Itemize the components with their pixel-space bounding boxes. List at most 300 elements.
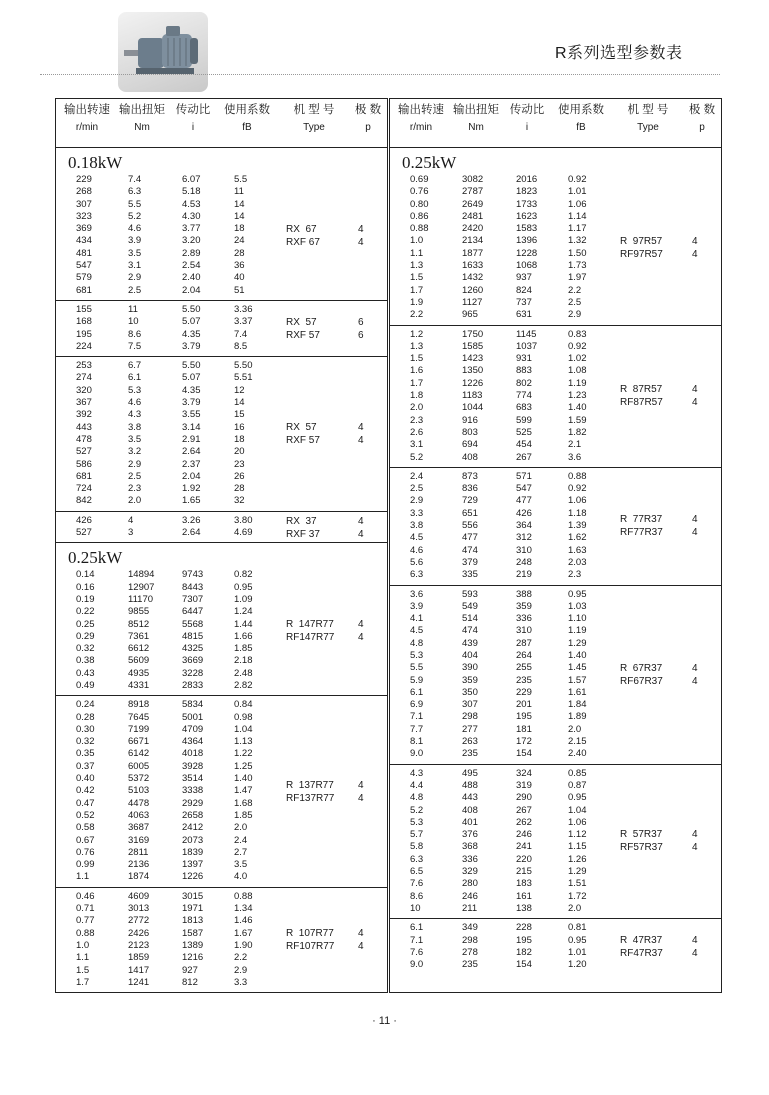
pole-value: 4 xyxy=(358,618,364,630)
table-row xyxy=(390,675,721,687)
torque-value: 278 xyxy=(462,946,478,958)
ratio-value: 1733 xyxy=(516,198,538,210)
ratio-value: 1.92 xyxy=(182,483,201,495)
ratio-value: 241 xyxy=(516,841,532,853)
torque-value: 729 xyxy=(462,495,478,507)
speed-value: 5.2 xyxy=(410,804,424,816)
torque-value: 3.5 xyxy=(128,247,142,259)
torque-value: 329 xyxy=(462,866,478,878)
service-factor-value: 0.81 xyxy=(568,922,587,934)
service-factor-value: 0.95 xyxy=(568,588,587,600)
speed-value: 8.6 xyxy=(410,890,424,902)
service-factor-value: 2.2 xyxy=(234,952,248,964)
speed-value: 323 xyxy=(76,210,92,222)
speed-value: 481 xyxy=(76,247,92,259)
model-group xyxy=(390,919,721,974)
torque-value: 1350 xyxy=(462,365,484,377)
torque-value: 1044 xyxy=(462,402,484,414)
speed-value: 1.0 xyxy=(76,939,90,951)
torque-value: 401 xyxy=(462,816,478,828)
ratio-value: 267 xyxy=(516,804,532,816)
service-factor-value: 1.61 xyxy=(568,686,587,698)
torque-value: 408 xyxy=(462,451,478,463)
ratio-value: 3669 xyxy=(182,655,204,667)
table-row xyxy=(56,822,387,834)
ratio-value: 1971 xyxy=(182,903,204,915)
service-factor-value: 0.98 xyxy=(234,711,253,723)
pole-value: 4 xyxy=(692,662,698,674)
torque-value: 4331 xyxy=(128,679,150,691)
speed-value: 1.5 xyxy=(410,353,424,365)
torque-value: 298 xyxy=(462,934,478,946)
speed-value: 5.8 xyxy=(410,841,424,853)
speed-value: 274 xyxy=(76,372,92,384)
table-row xyxy=(390,211,721,223)
ratio-value: 599 xyxy=(516,414,532,426)
ratio-value: 388 xyxy=(516,588,532,600)
pole-value: 4 xyxy=(358,940,364,952)
service-factor-value: 3.36 xyxy=(234,303,253,315)
speed-value: 5.3 xyxy=(410,649,424,661)
table-row xyxy=(56,409,387,421)
header-label-cn: 输出转速 xyxy=(398,104,444,116)
service-factor-value: 1.85 xyxy=(234,643,253,655)
speed-value: 1.1 xyxy=(410,247,424,259)
speed-value: 4.4 xyxy=(410,779,424,791)
table-row xyxy=(390,415,721,427)
model-type xyxy=(620,513,663,539)
service-factor-value: 1.06 xyxy=(568,495,587,507)
ratio-value: 812 xyxy=(182,976,198,988)
speed-value: 253 xyxy=(76,360,92,372)
ratio-value: 4.35 xyxy=(182,384,201,396)
service-factor-value: 1.19 xyxy=(568,625,587,637)
type-code: RXF 57 xyxy=(286,329,320,341)
table-row xyxy=(390,439,721,451)
torque-value: 5372 xyxy=(128,773,150,785)
torque-value: 1432 xyxy=(462,272,484,284)
service-factor-value: 1.40 xyxy=(568,649,587,661)
ratio-value: 1623 xyxy=(516,210,538,222)
header-label-en: p xyxy=(699,122,705,133)
speed-value: 0.58 xyxy=(76,822,95,834)
group-rows xyxy=(56,515,387,540)
torque-value: 14894 xyxy=(128,569,155,581)
speed-value: 0.76 xyxy=(76,846,95,858)
torque-value: 916 xyxy=(462,414,478,426)
service-factor-value: 1.72 xyxy=(568,890,587,902)
model-type xyxy=(286,421,320,447)
ratio-value: 2929 xyxy=(182,797,204,809)
torque-value: 3.8 xyxy=(128,421,142,433)
ratio-value: 737 xyxy=(516,296,532,308)
service-factor-value: 3.80 xyxy=(234,514,253,526)
speed-value: 5.9 xyxy=(410,674,424,686)
pole-value: 4 xyxy=(692,235,698,247)
table-row xyxy=(390,891,721,903)
service-factor-value: 2.4 xyxy=(234,834,248,846)
model-type xyxy=(286,223,320,249)
service-factor-value: 16 xyxy=(234,421,245,433)
speed-value: 155 xyxy=(76,303,92,315)
pole-value: 4 xyxy=(358,779,364,791)
ratio-value: 181 xyxy=(516,723,532,735)
torque-value: 2.3 xyxy=(128,483,142,495)
ratio-value: 2073 xyxy=(182,834,204,846)
service-factor-value: 51 xyxy=(234,284,245,296)
ratio-value: 774 xyxy=(516,390,532,402)
table-row xyxy=(390,711,721,723)
ratio-value: 1839 xyxy=(182,846,204,858)
table-row xyxy=(390,341,721,353)
service-factor-value: 1.89 xyxy=(568,711,587,723)
table-row xyxy=(390,817,721,829)
type-code: R 137R77 xyxy=(286,779,334,791)
service-factor-value: 1.51 xyxy=(568,878,587,890)
speed-value: 0.86 xyxy=(410,210,429,222)
table-header xyxy=(56,99,387,148)
speed-value: 6.9 xyxy=(410,699,424,711)
page-number: · 11 · xyxy=(372,1015,397,1027)
type-code: RX 57 xyxy=(286,316,317,328)
torque-value: 7.4 xyxy=(128,174,142,185)
torque-value: 2.5 xyxy=(128,470,142,482)
service-factor-value: 3.3 xyxy=(234,976,248,988)
type-code: RF67R37 xyxy=(620,675,663,687)
torque-value: 11170 xyxy=(128,593,154,605)
group-rows xyxy=(390,329,721,464)
torque-value: 443 xyxy=(462,792,478,804)
speed-value: 1.9 xyxy=(410,296,424,308)
service-factor-value: 2.48 xyxy=(234,667,253,679)
model-group xyxy=(56,301,387,357)
speed-value: 547 xyxy=(76,260,92,272)
table-row xyxy=(390,365,721,377)
speed-value: 0.46 xyxy=(76,890,95,902)
table-row xyxy=(390,922,721,934)
ratio-value: 183 xyxy=(516,878,532,890)
table-row xyxy=(390,903,721,915)
service-factor-value: 11 xyxy=(234,186,244,198)
ratio-value: 1397 xyxy=(182,859,204,871)
torque-value: 6.1 xyxy=(128,372,142,384)
pole-count xyxy=(358,515,364,541)
table-row xyxy=(56,952,387,964)
ratio-value: 8443 xyxy=(182,581,204,593)
pole-count xyxy=(358,779,364,805)
type-code: RX 67 xyxy=(286,223,317,235)
speed-value: 1.1 xyxy=(76,952,90,964)
type-code: R 107R77 xyxy=(286,927,334,939)
pole-count xyxy=(692,934,698,960)
table-row xyxy=(56,871,387,883)
ratio-value: 5001 xyxy=(182,711,204,723)
speed-value: 3.6 xyxy=(410,588,424,600)
service-factor-value: 2.15 xyxy=(568,736,587,748)
service-factor-value: 1.29 xyxy=(568,866,587,878)
ratio-value: 161 xyxy=(516,890,532,902)
table-row xyxy=(56,724,387,736)
ratio-value: 229 xyxy=(516,686,532,698)
speed-value: 0.43 xyxy=(76,667,95,679)
ratio-value: 3928 xyxy=(182,760,204,772)
speed-value: 0.28 xyxy=(76,711,95,723)
type-code: R 57R37 xyxy=(620,829,663,841)
torque-value: 651 xyxy=(462,507,478,519)
pole-count xyxy=(692,235,698,261)
table-row xyxy=(56,810,387,822)
torque-value: 2426 xyxy=(128,927,150,939)
torque-value: 5.3 xyxy=(128,384,142,396)
table-row xyxy=(56,329,387,341)
table-row xyxy=(390,402,721,414)
gear-motor-image xyxy=(118,12,208,92)
speed-value: 2.9 xyxy=(410,495,424,507)
speed-value: 268 xyxy=(76,186,92,198)
ratio-value: 937 xyxy=(516,272,532,284)
ratio-value: 6447 xyxy=(182,606,204,618)
speed-value: 229 xyxy=(76,174,92,185)
header-divider xyxy=(40,74,720,75)
ratio-value: 3228 xyxy=(182,667,204,679)
torque-value: 474 xyxy=(462,544,478,556)
ratio-value: 2.04 xyxy=(182,284,201,296)
table-row xyxy=(390,792,721,804)
speed-value: 4.6 xyxy=(410,544,424,556)
table-row xyxy=(390,272,721,284)
type-code: R 97R57 xyxy=(620,235,663,247)
table-row xyxy=(390,959,721,971)
pole-count xyxy=(358,316,364,342)
left-parameter-table xyxy=(55,98,388,993)
table-row xyxy=(390,329,721,341)
speed-value: 434 xyxy=(76,235,92,247)
ratio-value: 4018 xyxy=(182,748,204,760)
type-code: RXF 37 xyxy=(286,528,320,540)
pole-value: 4 xyxy=(692,829,698,841)
table-row xyxy=(390,235,721,247)
speed-value: 6.3 xyxy=(410,853,424,865)
table-row xyxy=(390,520,721,532)
table-row xyxy=(390,532,721,544)
torque-value: 4.3 xyxy=(128,409,142,421)
speed-value: 7.6 xyxy=(410,878,424,890)
header-label-en: fB xyxy=(576,122,586,133)
service-factor-value: 1.97 xyxy=(568,272,587,284)
speed-value: 1.3 xyxy=(410,340,424,352)
ratio-value: 2.89 xyxy=(182,247,201,259)
ratio-value: 228 xyxy=(516,922,532,934)
torque-value: 2134 xyxy=(462,235,484,247)
model-type xyxy=(286,927,334,953)
ratio-value: 454 xyxy=(516,439,532,451)
ratio-value: 3.26 xyxy=(182,514,201,526)
torque-value: 514 xyxy=(462,613,478,625)
speed-value: 2.0 xyxy=(410,402,424,414)
torque-value: 6671 xyxy=(128,736,150,748)
ratio-value: 1226 xyxy=(182,871,204,883)
torque-value: 965 xyxy=(462,309,478,321)
torque-value: 335 xyxy=(462,569,478,581)
ratio-value: 3.14 xyxy=(182,421,201,433)
model-type xyxy=(620,383,663,409)
ratio-value: 2016 xyxy=(516,174,538,185)
speed-value: 0.49 xyxy=(76,679,95,691)
ratio-value: 3.79 xyxy=(182,340,201,352)
torque-value: 7.5 xyxy=(128,340,142,352)
ratio-value: 2.64 xyxy=(182,446,201,458)
ratio-value: 324 xyxy=(516,767,532,779)
service-factor-value: 1.39 xyxy=(568,520,587,532)
model-type xyxy=(286,779,334,805)
torque-value: 488 xyxy=(462,779,478,791)
pole-value: 4 xyxy=(358,434,364,446)
torque-value: 263 xyxy=(462,736,478,748)
table-row xyxy=(390,841,721,853)
table-row xyxy=(56,174,387,186)
table-row xyxy=(56,304,387,316)
service-factor-value: 2.2 xyxy=(568,284,582,296)
table-row xyxy=(390,829,721,841)
speed-value: 7.1 xyxy=(410,711,424,723)
torque-value: 5.5 xyxy=(128,198,142,210)
table-row xyxy=(56,977,387,989)
table-row xyxy=(56,798,387,810)
speed-value: 681 xyxy=(76,470,92,482)
pole-value: 4 xyxy=(692,842,698,854)
speed-value: 579 xyxy=(76,272,92,284)
speed-value: 9.0 xyxy=(410,959,424,971)
type-code: R 47R37 xyxy=(620,934,663,946)
table-row xyxy=(390,495,721,507)
header-col-5 xyxy=(612,102,684,136)
table-row xyxy=(56,859,387,871)
torque-value: 277 xyxy=(462,723,478,735)
header-label-en: Type xyxy=(303,122,325,133)
speed-value: 0.69 xyxy=(410,174,429,185)
service-factor-value: 1.01 xyxy=(568,946,587,958)
ratio-value: 824 xyxy=(516,284,532,296)
pole-value: 4 xyxy=(692,527,698,539)
pole-count xyxy=(692,662,698,688)
service-factor-value: 1.04 xyxy=(568,804,587,816)
service-factor-value: 5.50 xyxy=(234,360,253,372)
table-row xyxy=(56,582,387,594)
speed-value: 3.8 xyxy=(410,520,424,532)
service-factor-value: 18 xyxy=(234,223,245,235)
table-row xyxy=(390,854,721,866)
torque-value: 5609 xyxy=(128,655,150,667)
speed-value: 0.14 xyxy=(76,569,95,581)
service-factor-value: 0.85 xyxy=(568,767,587,779)
table-row xyxy=(390,736,721,748)
model-group xyxy=(56,543,387,696)
service-factor-value: 1.85 xyxy=(234,809,253,821)
table-row xyxy=(56,928,387,940)
table-row xyxy=(56,211,387,223)
ratio-value: 2.40 xyxy=(182,272,201,284)
torque-value: 235 xyxy=(462,748,478,760)
pole-value: 4 xyxy=(692,934,698,946)
speed-value: 6.1 xyxy=(410,922,424,934)
table-row xyxy=(390,768,721,780)
speed-value: 320 xyxy=(76,384,92,396)
speed-value: 0.67 xyxy=(76,834,95,846)
table-row xyxy=(390,427,721,439)
torque-value: 3169 xyxy=(128,834,150,846)
service-factor-value: 15 xyxy=(234,409,245,421)
ratio-value: 3.55 xyxy=(182,409,201,421)
speed-value: 0.37 xyxy=(76,760,95,772)
ratio-value: 182 xyxy=(516,946,532,958)
ratio-value: 3338 xyxy=(182,785,204,797)
ratio-value: 172 xyxy=(516,736,532,748)
speed-value: 4.3 xyxy=(410,767,424,779)
ratio-value: 2.37 xyxy=(182,458,201,470)
table-row xyxy=(56,272,387,284)
service-factor-value: 2.9 xyxy=(234,964,248,976)
torque-value: 8.6 xyxy=(128,328,142,340)
service-factor-value: 1.47 xyxy=(234,785,253,797)
torque-value: 2649 xyxy=(462,198,484,210)
torque-value: 349 xyxy=(462,922,478,934)
type-code: RX 57 xyxy=(286,421,317,433)
table-row xyxy=(56,655,387,667)
speed-value: 0.32 xyxy=(76,643,95,655)
table-row xyxy=(390,805,721,817)
service-factor-value: 3.6 xyxy=(568,451,582,463)
ratio-value: 154 xyxy=(516,748,532,760)
service-factor-value: 36 xyxy=(234,260,245,272)
header-label-en: r/min xyxy=(409,122,433,133)
service-factor-value: 1.29 xyxy=(568,637,587,649)
header-label-cn: 机 型 号 xyxy=(627,104,669,116)
speed-value: 4.8 xyxy=(410,792,424,804)
ratio-value: 2833 xyxy=(182,679,204,691)
table-row xyxy=(56,316,387,328)
table-row xyxy=(56,785,387,797)
group-rows xyxy=(56,304,387,353)
ratio-value: 9743 xyxy=(182,569,204,581)
service-factor-value: 3.5 xyxy=(234,859,248,871)
power-rating: 0.18kW xyxy=(68,153,123,172)
page-title: R系列选型参数表 xyxy=(555,45,683,62)
ratio-value: 4709 xyxy=(182,723,204,735)
speed-value: 1.7 xyxy=(410,284,424,296)
table-row xyxy=(56,761,387,773)
torque-value: 836 xyxy=(462,483,478,495)
torque-value: 8918 xyxy=(128,699,150,711)
pole-count xyxy=(692,513,698,539)
header-label-cn: 传动比 xyxy=(175,104,211,116)
group-rows xyxy=(390,174,721,322)
speed-value: 1.7 xyxy=(76,976,90,988)
pole-value: 4 xyxy=(358,792,364,804)
table-row xyxy=(56,712,387,724)
model-group xyxy=(390,468,721,586)
service-factor-value: 2.82 xyxy=(234,679,253,691)
ratio-value: 5568 xyxy=(182,618,204,630)
pole-value: 4 xyxy=(692,514,698,526)
model-group xyxy=(56,148,387,301)
pole-value: 4 xyxy=(692,248,698,260)
ratio-value: 2.04 xyxy=(182,470,201,482)
table-row xyxy=(56,360,387,372)
speed-value: 0.24 xyxy=(76,699,95,711)
table-row xyxy=(56,285,387,297)
torque-value: 5.2 xyxy=(128,210,142,222)
model-type xyxy=(286,316,320,342)
